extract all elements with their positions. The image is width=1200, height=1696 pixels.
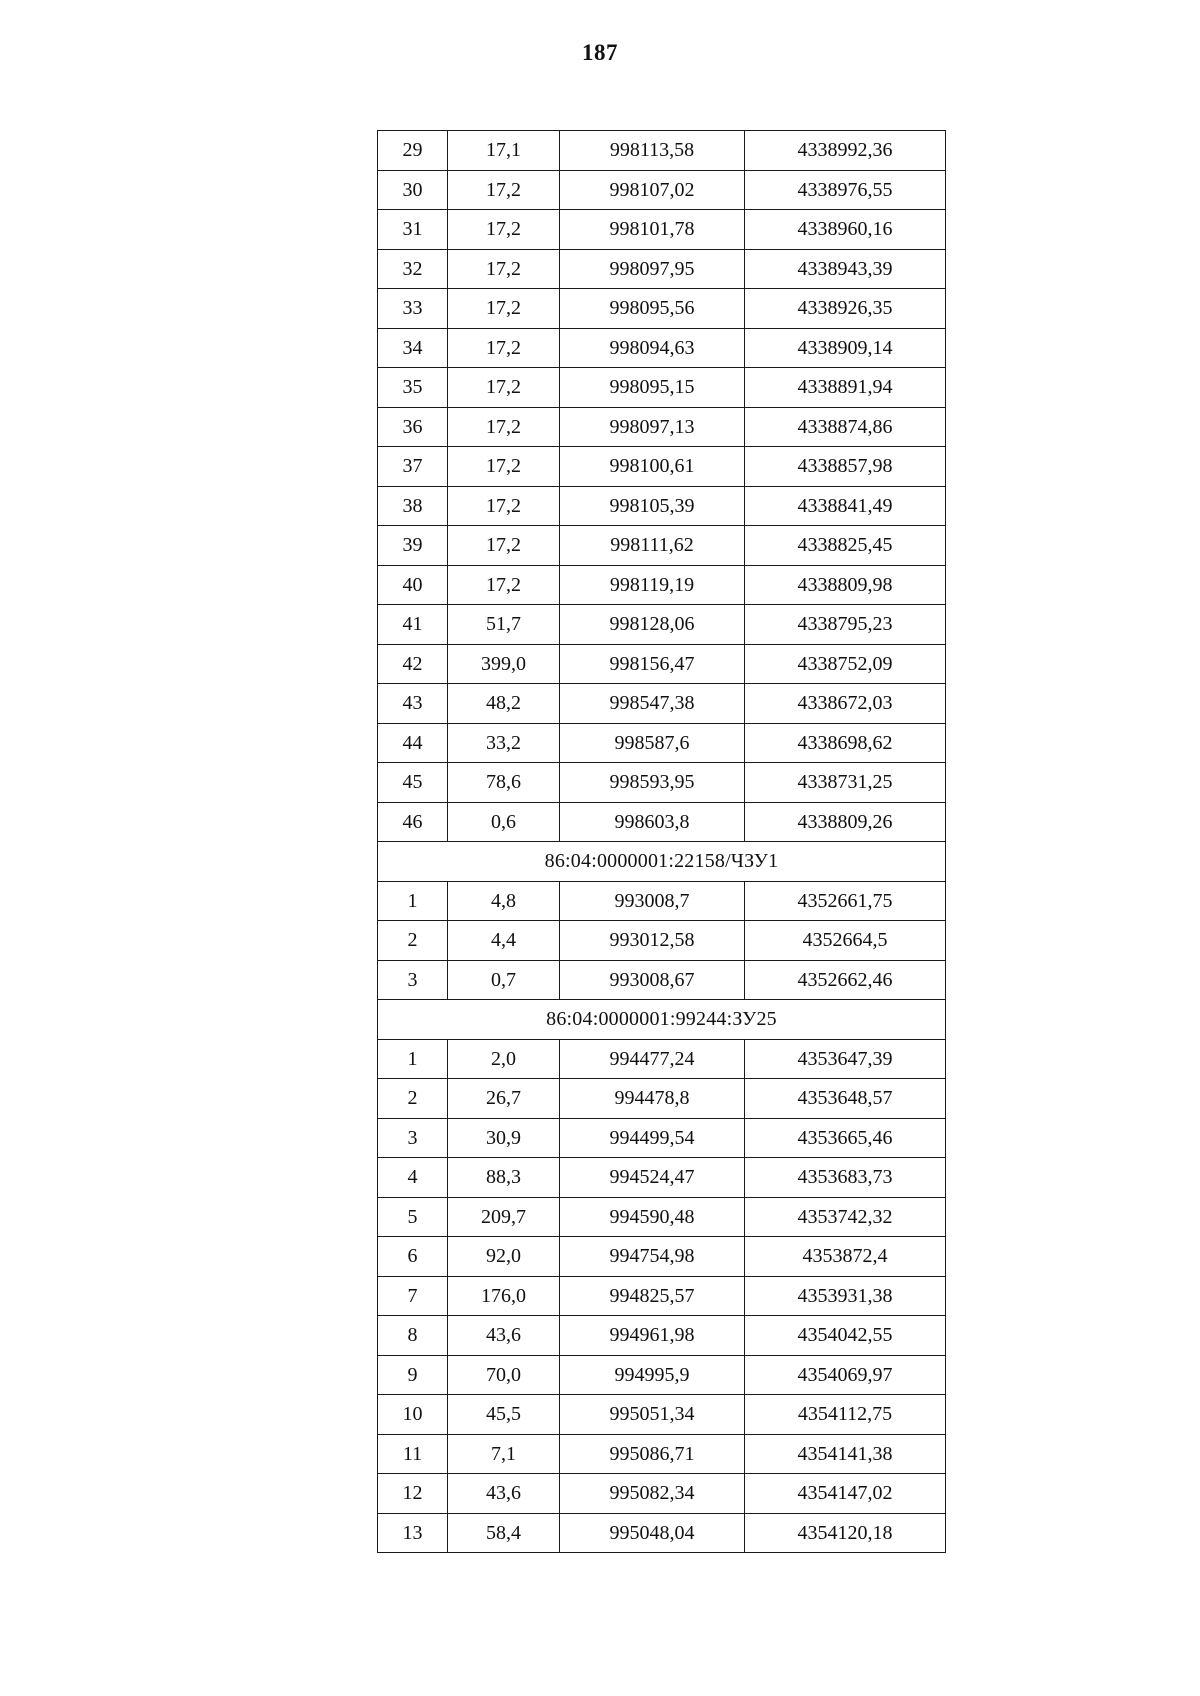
segment-length-cell: 51,7: [448, 605, 560, 645]
x-coordinate-cell: 998547,38: [560, 684, 745, 724]
x-coordinate-cell: 998111,62: [560, 526, 745, 566]
segment-length-cell: 70,0: [448, 1355, 560, 1395]
table-row: [378, 1237, 946, 1277]
x-coordinate-cell: 998587,6: [560, 723, 745, 763]
x-coordinate-cell: 995048,04: [560, 1513, 745, 1553]
x-coordinate-cell: 995051,34: [560, 1395, 745, 1435]
table-row: [378, 1434, 946, 1474]
table-row: [378, 644, 946, 684]
point-number-cell: 4: [378, 1158, 448, 1198]
y-coordinate-cell: 4353665,46: [745, 1118, 946, 1158]
table-row: [378, 1513, 946, 1553]
table-row: [378, 802, 946, 842]
table-row: [378, 1395, 946, 1435]
segment-length-cell: 209,7: [448, 1197, 560, 1237]
y-coordinate-cell: 4354147,02: [745, 1474, 946, 1514]
table-row: [378, 131, 946, 171]
x-coordinate-cell: 998100,61: [560, 447, 745, 487]
segment-length-cell: 0,6: [448, 802, 560, 842]
x-coordinate-cell: 993008,67: [560, 960, 745, 1000]
table-row: [378, 368, 946, 408]
y-coordinate-cell: 4353742,32: [745, 1197, 946, 1237]
segment-length-cell: 17,2: [448, 407, 560, 447]
x-coordinate-cell: 998097,13: [560, 407, 745, 447]
y-coordinate-cell: 4338698,62: [745, 723, 946, 763]
segment-length-cell: 17,2: [448, 565, 560, 605]
y-coordinate-cell: 4354141,38: [745, 1434, 946, 1474]
y-coordinate-cell: 4354120,18: [745, 1513, 946, 1553]
y-coordinate-cell: 4338943,39: [745, 249, 946, 289]
y-coordinate-cell: 4338891,94: [745, 368, 946, 408]
x-coordinate-cell: 998094,63: [560, 328, 745, 368]
y-coordinate-cell: 4338926,35: [745, 289, 946, 329]
segment-length-cell: 30,9: [448, 1118, 560, 1158]
point-number-cell: 5: [378, 1197, 448, 1237]
x-coordinate-cell: 998113,58: [560, 131, 745, 171]
point-number-cell: 31: [378, 210, 448, 250]
y-coordinate-cell: 4353872,4: [745, 1237, 946, 1277]
y-coordinate-cell: 4354042,55: [745, 1316, 946, 1356]
x-coordinate-cell: 998101,78: [560, 210, 745, 250]
point-number-cell: 11: [378, 1434, 448, 1474]
x-coordinate-cell: 998119,19: [560, 565, 745, 605]
table-row: [378, 1079, 946, 1119]
table-row: [378, 1039, 946, 1079]
y-coordinate-cell: 4338795,23: [745, 605, 946, 645]
y-coordinate-cell: 4354112,75: [745, 1395, 946, 1435]
point-number-cell: 38: [378, 486, 448, 526]
table-row: [378, 1118, 946, 1158]
point-number-cell: 45: [378, 763, 448, 803]
table-row: [378, 763, 946, 803]
segment-length-cell: 45,5: [448, 1395, 560, 1435]
y-coordinate-cell: 4353647,39: [745, 1039, 946, 1079]
point-number-cell: 40: [378, 565, 448, 605]
point-number-cell: 1: [378, 881, 448, 921]
x-coordinate-cell: 998128,06: [560, 605, 745, 645]
x-coordinate-cell: 998095,56: [560, 289, 745, 329]
x-coordinate-cell: 994961,98: [560, 1316, 745, 1356]
x-coordinate-cell: 993012,58: [560, 921, 745, 961]
x-coordinate-cell: 998097,95: [560, 249, 745, 289]
y-coordinate-cell: 4338825,45: [745, 526, 946, 566]
point-number-cell: 2: [378, 1079, 448, 1119]
parcel-cadastral-number: 86:04:0000001:99244:ЗУ25: [378, 1000, 946, 1040]
x-coordinate-cell: 994499,54: [560, 1118, 745, 1158]
segment-length-cell: 4,4: [448, 921, 560, 961]
y-coordinate-cell: 4352661,75: [745, 881, 946, 921]
x-coordinate-cell: 994590,48: [560, 1197, 745, 1237]
table-row: [378, 605, 946, 645]
point-number-cell: 34: [378, 328, 448, 368]
table-row: [378, 210, 946, 250]
x-coordinate-cell: 998603,8: [560, 802, 745, 842]
segment-length-cell: 17,2: [448, 447, 560, 487]
table-row: [378, 407, 946, 447]
table-row: [378, 447, 946, 487]
table-row: [378, 1197, 946, 1237]
table-row: [378, 328, 946, 368]
x-coordinate-cell: 995082,34: [560, 1474, 745, 1514]
x-coordinate-cell: 998105,39: [560, 486, 745, 526]
segment-length-cell: 17,2: [448, 526, 560, 566]
segment-length-cell: 17,2: [448, 328, 560, 368]
table-row: [378, 486, 946, 526]
y-coordinate-cell: 4338672,03: [745, 684, 946, 724]
coordinates-table: [377, 130, 946, 1553]
table-row: [378, 684, 946, 724]
segment-length-cell: 0,7: [448, 960, 560, 1000]
y-coordinate-cell: 4338874,86: [745, 407, 946, 447]
y-coordinate-cell: 4353931,38: [745, 1276, 946, 1316]
segment-length-cell: 58,4: [448, 1513, 560, 1553]
table-row: [378, 170, 946, 210]
x-coordinate-cell: 994478,8: [560, 1079, 745, 1119]
table-row: [378, 1316, 946, 1356]
y-coordinate-cell: 4338960,16: [745, 210, 946, 250]
segment-length-cell: 92,0: [448, 1237, 560, 1277]
point-number-cell: 10: [378, 1395, 448, 1435]
table-row: [378, 1276, 946, 1316]
segment-length-cell: 88,3: [448, 1158, 560, 1198]
point-number-cell: 33: [378, 289, 448, 329]
point-number-cell: 41: [378, 605, 448, 645]
table-row: [378, 1158, 946, 1198]
point-number-cell: 30: [378, 170, 448, 210]
segment-length-cell: 48,2: [448, 684, 560, 724]
point-number-cell: 13: [378, 1513, 448, 1553]
y-coordinate-cell: 4338992,36: [745, 131, 946, 171]
table-row: [378, 960, 946, 1000]
point-number-cell: 9: [378, 1355, 448, 1395]
segment-length-cell: 17,2: [448, 289, 560, 329]
point-number-cell: 46: [378, 802, 448, 842]
segment-length-cell: 33,2: [448, 723, 560, 763]
point-number-cell: 35: [378, 368, 448, 408]
y-coordinate-cell: 4338909,14: [745, 328, 946, 368]
segment-length-cell: 17,1: [448, 131, 560, 171]
table-row: [378, 1474, 946, 1514]
point-number-cell: 1: [378, 1039, 448, 1079]
point-number-cell: 29: [378, 131, 448, 171]
point-number-cell: 44: [378, 723, 448, 763]
section-header-row: [378, 1000, 946, 1040]
x-coordinate-cell: 998593,95: [560, 763, 745, 803]
y-coordinate-cell: 4338841,49: [745, 486, 946, 526]
segment-length-cell: 26,7: [448, 1079, 560, 1119]
point-number-cell: 3: [378, 960, 448, 1000]
y-coordinate-cell: 4352662,46: [745, 960, 946, 1000]
point-number-cell: 7: [378, 1276, 448, 1316]
point-number-cell: 39: [378, 526, 448, 566]
point-number-cell: 42: [378, 644, 448, 684]
segment-length-cell: 17,2: [448, 249, 560, 289]
table-row: [378, 249, 946, 289]
table-row: [378, 565, 946, 605]
segment-length-cell: 7,1: [448, 1434, 560, 1474]
y-coordinate-cell: 4338752,09: [745, 644, 946, 684]
segment-length-cell: 17,2: [448, 170, 560, 210]
table-row: [378, 1355, 946, 1395]
table-row: [378, 526, 946, 566]
table-row: [378, 723, 946, 763]
point-number-cell: 3: [378, 1118, 448, 1158]
parcel-cadastral-number: 86:04:0000001:22158/ЧЗУ1: [378, 842, 946, 882]
x-coordinate-cell: 998095,15: [560, 368, 745, 408]
y-coordinate-cell: 4338857,98: [745, 447, 946, 487]
table-row: [378, 289, 946, 329]
x-coordinate-cell: 993008,7: [560, 881, 745, 921]
segment-length-cell: 43,6: [448, 1316, 560, 1356]
point-number-cell: 6: [378, 1237, 448, 1277]
page-number: 187: [582, 40, 618, 65]
point-number-cell: 32: [378, 249, 448, 289]
segment-length-cell: 4,8: [448, 881, 560, 921]
point-number-cell: 12: [378, 1474, 448, 1514]
segment-length-cell: 2,0: [448, 1039, 560, 1079]
x-coordinate-cell: 998156,47: [560, 644, 745, 684]
y-coordinate-cell: 4338731,25: [745, 763, 946, 803]
x-coordinate-cell: 994995,9: [560, 1355, 745, 1395]
y-coordinate-cell: 4353648,57: [745, 1079, 946, 1119]
y-coordinate-cell: 4338809,98: [745, 565, 946, 605]
x-coordinate-cell: 994754,98: [560, 1237, 745, 1277]
x-coordinate-cell: 995086,71: [560, 1434, 745, 1474]
x-coordinate-cell: 994524,47: [560, 1158, 745, 1198]
x-coordinate-cell: 994477,24: [560, 1039, 745, 1079]
segment-length-cell: 43,6: [448, 1474, 560, 1514]
coordinates-table-body: [378, 131, 946, 1553]
segment-length-cell: 17,2: [448, 368, 560, 408]
y-coordinate-cell: 4352664,5: [745, 921, 946, 961]
y-coordinate-cell: 4338809,26: [745, 802, 946, 842]
section-header-row: [378, 842, 946, 882]
point-number-cell: 37: [378, 447, 448, 487]
segment-length-cell: 399,0: [448, 644, 560, 684]
segment-length-cell: 176,0: [448, 1276, 560, 1316]
y-coordinate-cell: 4353683,73: [745, 1158, 946, 1198]
point-number-cell: 8: [378, 1316, 448, 1356]
y-coordinate-cell: 4338976,55: [745, 170, 946, 210]
x-coordinate-cell: 994825,57: [560, 1276, 745, 1316]
segment-length-cell: 17,2: [448, 486, 560, 526]
x-coordinate-cell: 998107,02: [560, 170, 745, 210]
segment-length-cell: 78,6: [448, 763, 560, 803]
point-number-cell: 36: [378, 407, 448, 447]
point-number-cell: 2: [378, 921, 448, 961]
point-number-cell: 43: [378, 684, 448, 724]
table-row: [378, 921, 946, 961]
segment-length-cell: 17,2: [448, 210, 560, 250]
y-coordinate-cell: 4354069,97: [745, 1355, 946, 1395]
table-row: [378, 881, 946, 921]
